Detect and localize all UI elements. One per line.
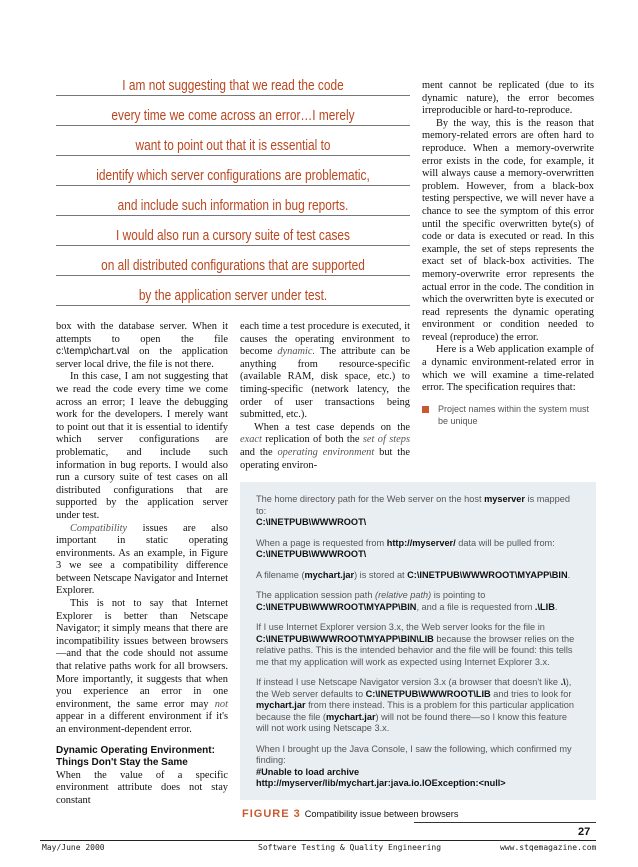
- figure-paragraph: When I brought up the Java Console, I saw the following, which confirmed my finding: #Unable to load archive http://myserver/lib/mychart.jar:java.io.IOException:<null>: [256, 743, 572, 788]
- body-column-3: [422, 80, 594, 427]
- figure-3-box: [240, 482, 596, 800]
- paragraph: ment cannot be replicated (due to its dynamic nature), the error becomes irreproducible or hard-to-reproduce.: [422, 80, 594, 117]
- file-path: c:\temp\chart.val: [56, 346, 130, 358]
- section-subhead: Dynamic Operating Environment: Things Don't Stay the Same: [56, 744, 215, 769]
- paragraph: each time a test procedure is executed, it causes the operating environment to become dynamic. The attribute can be anything from resource-specific (available RAM, disk space, etc.) to timing-specific (network latency, the order of user transactions being submitted, etc.).: [240, 321, 410, 421]
- pull-quote-line: by the application server under test.: [138, 288, 328, 304]
- paragraph: Here is a Web application example of a dynamic environment-related error in which we will examine a time-related error. The specification requires that:: [422, 344, 594, 394]
- square-bullet-icon: [422, 406, 429, 413]
- pull-quote-line: every time we come across an error…I merely: [111, 108, 355, 124]
- bullet-item: Project names within the system must be unique: [422, 403, 594, 427]
- pull-quote-line: want to point out that it is essential to: [135, 138, 331, 154]
- paragraph: This is not to say that Internet Explorer is better than Netscape Navigator; it simply means that there are incompatibility issues between browsers—and that the code should not assume that relative paths work for all browsers. More importantly, it suggests that when you experience an error in one environment, the same error may not appear in a different environment if it's an environment-dependent error.: [56, 598, 228, 735]
- paragraph: When a test case depends on the exact replication of both the set of steps and the operating environment but the operating environ-: [240, 421, 410, 471]
- paragraph: box with the database server. When it attempts to open the file c:\temp\chart.val on the application server local drive, the file is not there.: [56, 321, 228, 370]
- figure-paragraph: The home directory path for the Web server on the host myserver is mapped to: C:\INETPUB\WWWROOT\: [256, 494, 570, 527]
- pull-quote-line: I would also run a cursory suite of test cases: [116, 228, 350, 244]
- body-column-2: [240, 321, 410, 472]
- pull-quote: [56, 72, 410, 312]
- paragraph: By the way, this is the reason that memory-related errors are often hard to reproduce. When a memory-overwrite error exists in the code, for example, it will always cause a memory-overwritten problem. However, from a black-box testing perspective, we will never have a chance to see the symptom of this error until the specific overwritten byte(s) of code or data is executed or read. In this example, the set of steps represents the exact set of black-box activities. The memory-overwrite error represents the actual error in the code. The condition in which the overwritten byte is executed or read represents the dynamic operating environment or condition needed to reveal (reproduce) the error.: [422, 117, 594, 343]
- pull-quote-line: identify which server configurations are problematic,: [96, 168, 370, 184]
- page-number-rule: [414, 822, 596, 823]
- paragraph: In this case, I am not suggesting that we read the code every time we come across an error; I leave the debugging work for the developers. I merely want to point out that it is essential to identify which server configurations are problematic, and include such information in bug reports. I would also run a cursory suite of test cases on all distributed configurations that are supported by the application server under test.: [56, 371, 228, 521]
- figure-caption: FIGURE 3 Compatibility issue between browsers: [242, 808, 459, 820]
- page-number: 27: [578, 826, 591, 838]
- paragraph: Compatibility issues are also important in static operating environments. As an example, in Figure 3 we see a compatibility difference between Netscape Navigator and Internet Explorer.: [56, 522, 228, 597]
- footer-date: May/June 2000: [42, 843, 105, 852]
- pull-quote-line: I am not suggesting that we read the code: [122, 78, 344, 94]
- figure-paragraph: When a page is requested from http://myserver/ data will be pulled from: C:\INETPUB\WWWROOT\: [256, 537, 555, 559]
- figure-paragraph: If I use Internet Explorer version 3.x, the Web server looks for the file in C:\INETPUB\WWWROOT\MYAPP\BIN\LIB because the browser relies on the relative paths. This is the intended behavior and the file will be found: this tells me that my application will work as expected using Internet Explorer 3.x.: [256, 622, 575, 667]
- figure-paragraph: The application session path (relative path) is pointing to C:\INETPUB\WWWROOT\MYAPP\BIN, and a file is requested from .\LIB.: [256, 590, 558, 612]
- pull-quote-line: on all distributed configurations that are supported: [101, 258, 365, 274]
- figure-label: FIGURE 3: [242, 808, 301, 820]
- body-column-1: [56, 321, 228, 808]
- figure-paragraph: A filename (mychart.jar) is stored at C:\INETPUB\WWWROOT\MYAPP\BIN.: [256, 569, 571, 580]
- paragraph: When the value of a specific environment attribute does not stay constant: [56, 769, 228, 806]
- figure-paragraph: If instead I use Netscape Navigator version 3.x (a browser that doesn't like .\), the Web server defaults to C:\INETPUB\WWWROOT\LIB and tries to look for mychart.jar from there instead. This is a problem for this particular application because the file (mychart.jar) will not be found there—so I know this feature will not work using Netscape 3.x.: [256, 677, 574, 733]
- footer-publication: Software Testing & Quality Engineering: [258, 843, 442, 852]
- pull-quote-line: and include such information in bug reports.: [117, 198, 349, 214]
- footer-rule: [40, 840, 596, 841]
- footer-url: www.stqemagazine.com: [500, 843, 597, 852]
